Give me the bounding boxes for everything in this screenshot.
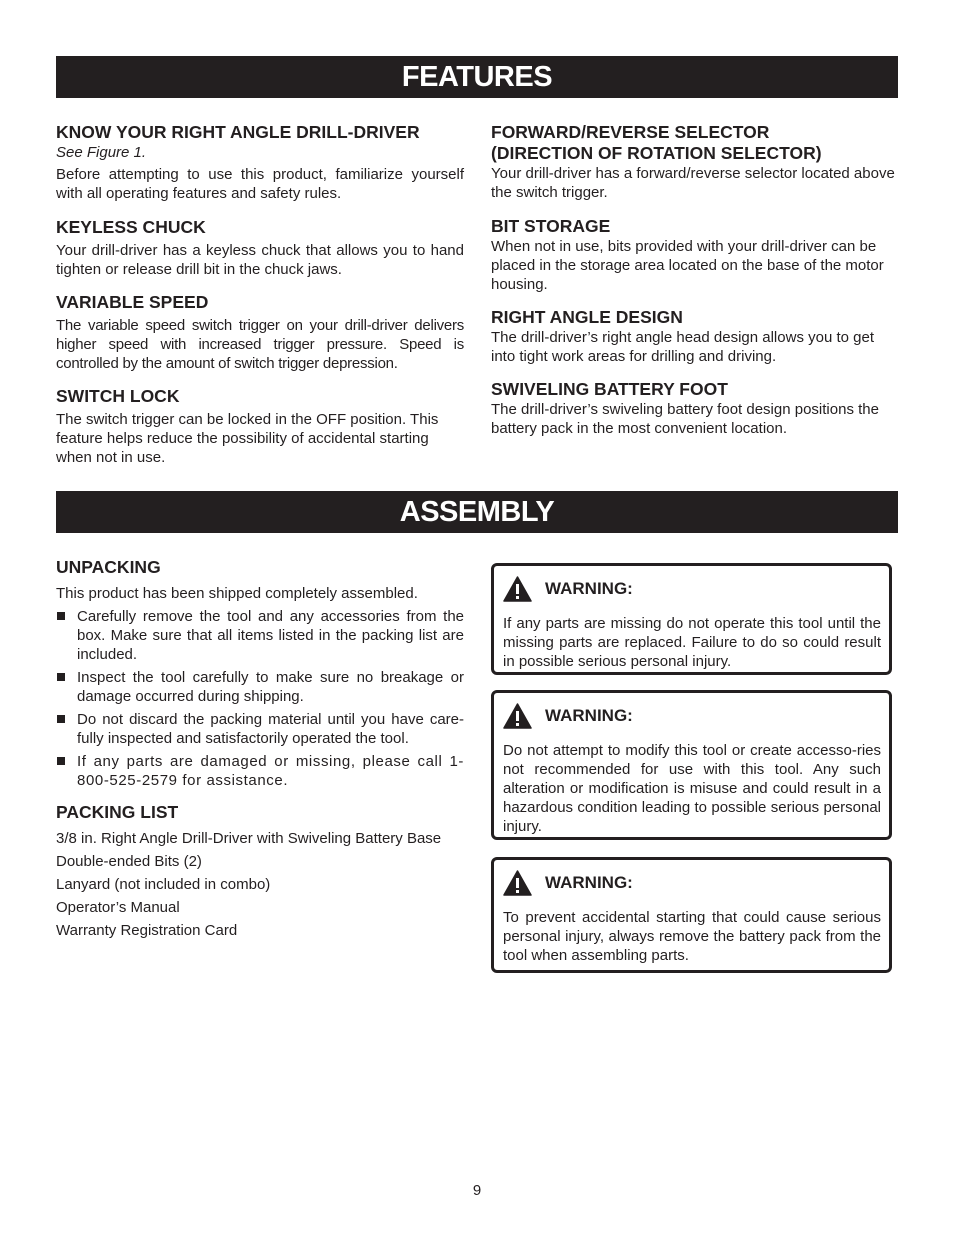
packing-list-item: Lanyard (not included in combo) xyxy=(56,876,271,893)
warning-triangle-icon xyxy=(503,870,532,896)
list-item xyxy=(56,710,464,748)
section-know-drill xyxy=(56,122,464,203)
bullet-square xyxy=(57,673,65,681)
packing-list-item: Warranty Registration Card xyxy=(56,922,238,939)
features-left-column xyxy=(56,122,464,483)
section-forward-reverse xyxy=(491,122,899,202)
warning-text: If any parts are missing do not operate this tool until the missing parts are replaced. Failure to do so could result in possible serious personal injury. xyxy=(503,615,881,670)
section-bit-storage xyxy=(491,216,899,294)
section-body: The drill-driver’s right angle head design allows you to get into tight work areas for drilling and driving. xyxy=(491,329,874,365)
packing-list-item: Double-ended Bits (2) xyxy=(56,853,202,870)
section-body: When not in use, bits provided with your drill-driver can be placed in the storage area located on the base of the motor housing. xyxy=(491,238,884,293)
section-variable-speed xyxy=(56,292,464,373)
list-item xyxy=(56,752,464,790)
unpacking-intro: This product has been shipped completely assembled. xyxy=(56,585,418,602)
warning-header xyxy=(503,870,881,896)
section-body: The switch trigger can be locked in the OFF position. This feature helps reduce the possibility of accidental starting when not in use. xyxy=(56,411,439,466)
section-heading: KNOW YOUR RIGHT ANGLE DRILL-DRIVER xyxy=(56,122,420,142)
warning-label: WARNING: xyxy=(545,579,633,598)
section-heading: VARIABLE SPEED xyxy=(56,292,209,312)
features-right-column xyxy=(491,122,899,454)
warning-box-modify xyxy=(491,690,892,840)
packing-list-item: 3/8 in. Right Angle Drill-Driver with Swiveling Battery Base xyxy=(56,830,442,847)
warning-triangle-icon xyxy=(503,703,532,729)
section-body: Before attempting to use this product, familiarize yourself with all operating features and safety rules. xyxy=(56,166,464,202)
section-heading: RIGHT ANGLE DESIGN xyxy=(491,307,683,327)
bullet-square xyxy=(57,612,65,620)
section-body: The drill-driver’s swiveling battery foot design positions the battery pack in the most convenient location. xyxy=(491,401,879,437)
section-body: The variable speed switch trigger on your drill-driver delivers higher speed with increased trigger pressure. Speed is controlled by the amount of switch trigger depression. xyxy=(56,317,464,372)
figure-reference: See Figure 1. xyxy=(56,144,147,161)
list-item-text: Inspect the tool carefully to make sure no breakage or damage occurred during shipping. xyxy=(77,669,464,705)
warning-triangle-icon xyxy=(503,576,532,602)
warning-header xyxy=(503,576,881,602)
section-body: Your drill-driver has a forward/reverse selector located above the switch trigger. xyxy=(491,165,895,201)
section-right-angle-design xyxy=(491,307,899,366)
section-heading: FORWARD/REVERSE SELECTOR xyxy=(491,122,770,142)
section-heading: BIT STORAGE xyxy=(491,216,611,236)
warning-box-accidental-start xyxy=(491,857,892,973)
section-keyless-chuck xyxy=(56,217,464,279)
page-number: 9 xyxy=(472,1182,482,1199)
list-item-text: Carefully remove the tool and any accessories from the box. Make sure that all items listed in the packing list are included. xyxy=(77,608,464,663)
section-packing-list xyxy=(56,802,464,940)
section-switch-lock xyxy=(56,386,464,467)
bullet-square xyxy=(57,757,65,765)
bullet-square xyxy=(57,715,65,723)
features-banner: FEATURES xyxy=(56,56,898,98)
section-swiveling-battery-foot xyxy=(491,379,899,438)
section-heading: SWIVELING BATTERY FOOT xyxy=(491,379,728,399)
section-body: Your drill-driver has a keyless chuck that allows you to hand tighten or release drill bit in the chuck jaws. xyxy=(56,242,464,278)
warning-label: WARNING: xyxy=(545,873,633,892)
section-unpacking xyxy=(56,557,464,790)
list-item xyxy=(56,668,464,706)
section-heading: KEYLESS CHUCK xyxy=(56,217,206,237)
list-item xyxy=(56,607,464,664)
section-heading: PACKING LIST xyxy=(56,802,179,822)
list-item-text: Do not discard the packing material until you have care-fully inspected and satisfactorily operated the tool. xyxy=(77,711,464,747)
assembly-banner: ASSEMBLY xyxy=(56,491,898,533)
section-heading-line2: (DIRECTION OF ROTATION SELECTOR) xyxy=(491,143,822,163)
section-heading: UNPACKING xyxy=(56,557,161,577)
warning-header xyxy=(503,703,881,729)
packing-list-item: Operator’s Manual xyxy=(56,899,180,916)
list-item-text: If any parts are damaged or missing, please call 1-800-525-2579 for assistance. xyxy=(77,753,464,789)
assembly-left-column xyxy=(56,557,464,944)
warning-label: WARNING: xyxy=(545,706,633,725)
warning-text: To prevent accidental starting that could cause serious personal injury, always remove the battery pack from the tool when assembling parts. xyxy=(503,909,881,964)
warning-box-missing-parts xyxy=(491,563,892,675)
unpacking-list xyxy=(56,607,464,790)
section-heading: SWITCH LOCK xyxy=(56,386,180,406)
warning-text: Do not attempt to modify this tool or create accesso-ries not recommended for use with this tool. Any such alteration or modification is misuse and could result in a hazardous condition leading to possible serious personal injury. xyxy=(503,742,881,835)
